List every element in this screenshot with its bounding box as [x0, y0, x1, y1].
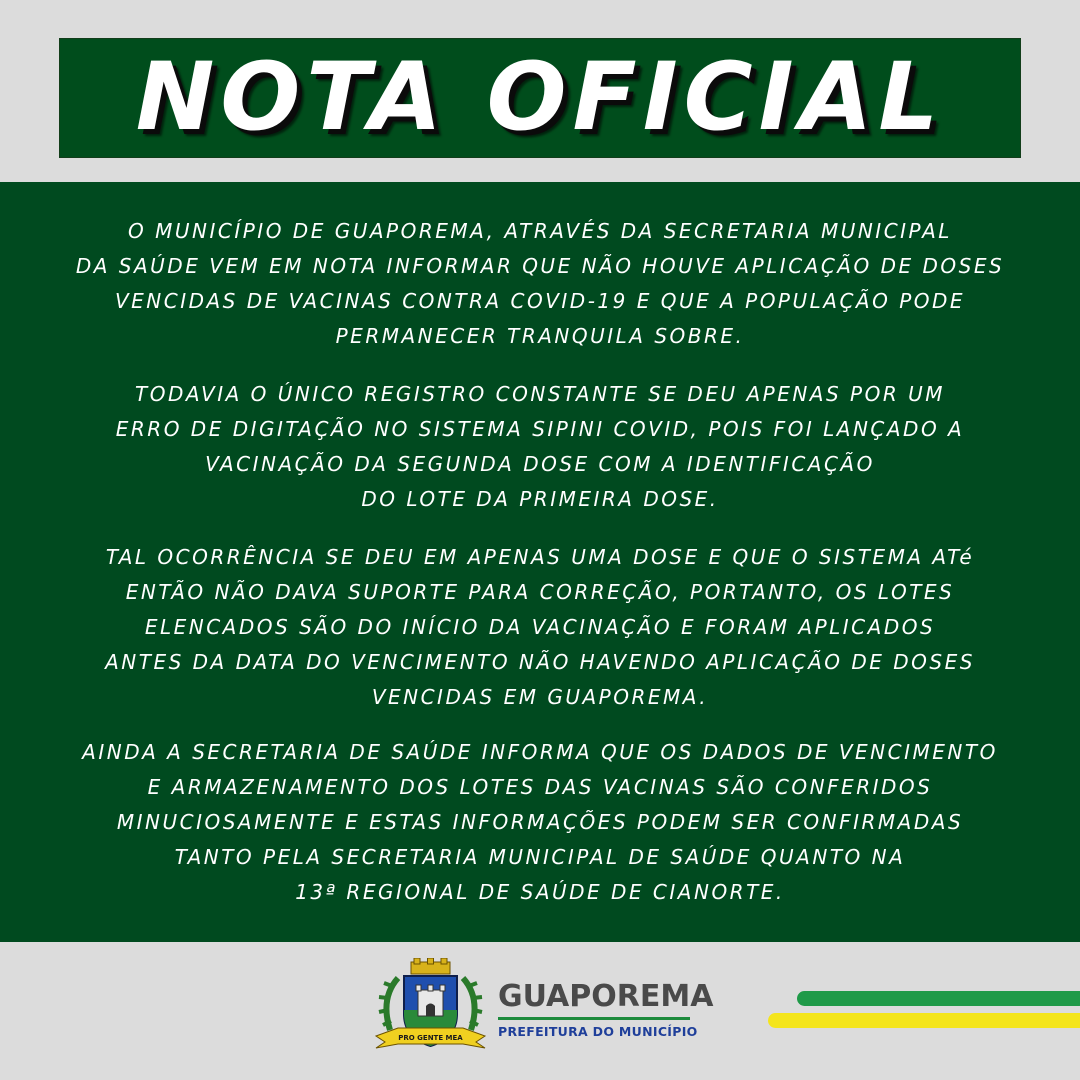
notice-line: DO LOTE DA PRIMEIRA DOSE.: [361, 487, 719, 511]
brand-name: GUAPOREMA: [498, 979, 714, 1014]
notice-line: MINUCIOSAMENTE E ESTAS INFORMAÇÕES PODEM SER CONFIRMADAS: [116, 810, 964, 834]
notice-line: E ARMAZENAMENTO DOS LOTES DAS VACINAS SÃO CONFERIDOS: [147, 775, 933, 799]
brand-subtitle: PREFEITURA DO MUNICÍPIO: [498, 1024, 698, 1039]
notice-paragraph-2: [0, 377, 1080, 517]
crest-motto: PRO GENTE MEA: [398, 1034, 463, 1042]
decorative-green-stripe: [797, 991, 1080, 1006]
notice-line: VACINAÇÃO DA SEGUNDA DOSE COM A IDENTIFICAÇÃO: [205, 452, 875, 476]
notice-line: TODAVIA O ÚNICO REGISTRO CONSTANTE SE DEU APENAS POR UM: [134, 382, 945, 406]
notice-paragraph-1: [0, 214, 1080, 354]
brand-block: [498, 980, 713, 1039]
notice-line: ERRO DE DIGITAÇÃO NO SISTEMA SIPINI COVID, POIS FOI LANÇADO A: [115, 417, 965, 441]
title-banner: [59, 38, 1021, 158]
notice-line: ANTES DA DATA DO VENCIMENTO NÃO HAVENDO APLICAÇÃO DE DOSES: [105, 650, 975, 674]
notice-line: AINDA A SECRETARIA DE SAÚDE INFORMA QUE OS DADOS DE VENCIMENTO: [82, 740, 998, 764]
notice-line: DA SAÚDE VEM EM NOTA INFORMAR QUE NÃO HOUVE APLICAÇÃO DE DOSES: [75, 254, 1005, 278]
brand-divider: [498, 1017, 690, 1020]
notice-line: TANTO PELA SECRETARIA MUNICIPAL DE SAÚDE QUANTO NA: [174, 845, 906, 869]
notice-line: PERMANECER TRANQUILA SOBRE.: [335, 324, 745, 348]
notice-line: ELENCADOS SÃO DO INÍCIO DA VACINAÇÃO E FORAM APLICADOS: [144, 615, 936, 639]
notice-line: ENTÃO NÃO DAVA SUPORTE PARA CORREÇÃO, PORTANTO, OS LOTES: [125, 580, 955, 604]
municipality-logo: [368, 958, 714, 1058]
municipal-coat-of-arms-icon: [368, 958, 493, 1053]
page-title: NOTA OFICIAL: [135, 43, 945, 152]
notice-line: VENCIDAS EM GUAPOREMA.: [371, 685, 709, 709]
notice-line: O MUNICÍPIO DE GUAPOREMA, ATRAVÉS DA SECRETARIA MUNICIPAL: [128, 219, 952, 243]
notice-line: TAL OCORRÊNCIA SE DEU EM APENAS UMA DOSE E QUE O SISTEMA ATé: [105, 545, 975, 569]
notice-line: VENCIDAS DE VACINAS CONTRA COVID-19 E QUE A POPULAÇÃO PODE: [114, 289, 966, 313]
notice-paragraph-3: [0, 540, 1080, 715]
notice-paragraph-4: [0, 735, 1080, 910]
notice-line: 13ª REGIONAL DE SAÚDE DE CIANORTE.: [295, 880, 785, 904]
notice-panel: [0, 182, 1080, 942]
decorative-yellow-stripe: [768, 1013, 1080, 1028]
